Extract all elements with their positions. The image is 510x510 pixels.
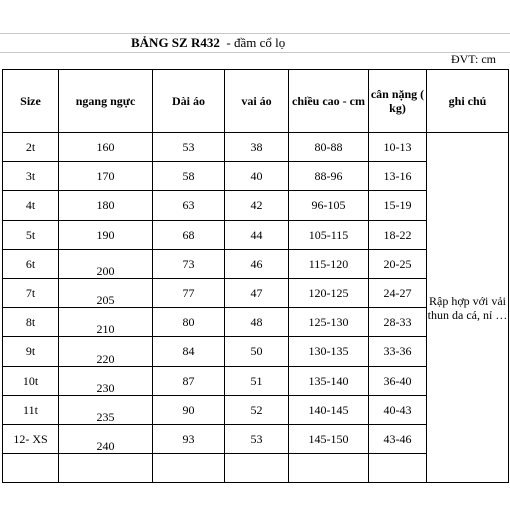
table-cell: 130-135 (289, 337, 369, 366)
table-cell: 33-36 (369, 337, 427, 366)
table-cell: 48 (225, 308, 289, 337)
table-cell: 77 (153, 278, 225, 307)
table-cell: 73 (153, 249, 225, 278)
empty-cell (3, 454, 59, 483)
table-cell: 13-16 (369, 162, 427, 191)
table-cell: 88-96 (289, 162, 369, 191)
table-body (3, 133, 509, 483)
table-cell: 96-105 (289, 191, 369, 220)
table-cell: 11t (3, 395, 59, 424)
table-cell: 220 (59, 337, 153, 366)
table-cell: 6t (3, 249, 59, 278)
header-cell: chiều cao - cm (289, 70, 369, 133)
empty-cell (369, 454, 427, 483)
table-cell: 125-130 (289, 308, 369, 337)
header-row (3, 70, 509, 133)
table-cell: 210 (59, 308, 153, 337)
table-cell: 205 (59, 278, 153, 307)
header-cell: vai áo (225, 70, 289, 133)
table-cell: 51 (225, 366, 289, 395)
table-cell: 38 (225, 133, 289, 162)
table-cell: 8t (3, 308, 59, 337)
table-cell: 180 (59, 191, 153, 220)
table-cell: 4t (3, 191, 59, 220)
table-cell: 58 (153, 162, 225, 191)
table-cell: 40 (225, 162, 289, 191)
table-cell: 105-115 (289, 220, 369, 249)
table-cell: 145-150 (289, 424, 369, 453)
table-cell: 63 (153, 191, 225, 220)
table-cell: 20-25 (369, 249, 427, 278)
size-table (2, 69, 509, 483)
table-cell: 235 (59, 395, 153, 424)
header-cell: Dài áo (153, 70, 225, 133)
title-row (0, 33, 510, 53)
empty-cell (153, 454, 225, 483)
table-cell: 15-19 (369, 191, 427, 220)
table-cell: 115-120 (289, 249, 369, 278)
table-cell: 9t (3, 337, 59, 366)
table-cell: 43-46 (369, 424, 427, 453)
sheet-title-suffix: - đầm cổ lọ (219, 35, 286, 50)
table-cell: 3t (3, 162, 59, 191)
table-cell: 47 (225, 278, 289, 307)
header-cell: cân nặng ( kg) (369, 70, 427, 133)
table-row (3, 133, 509, 162)
table-cell: 7t (3, 278, 59, 307)
table-cell: 84 (153, 337, 225, 366)
table-cell: 80 (153, 308, 225, 337)
table-cell: 190 (59, 220, 153, 249)
table-cell: 140-145 (289, 395, 369, 424)
table-cell: 36-40 (369, 366, 427, 395)
table-cell: 2t (3, 133, 59, 162)
note-cell: Rập hợp với vải thun da cá, nỉ … (427, 133, 509, 483)
table-cell: 90 (153, 395, 225, 424)
table-cell: 80-88 (289, 133, 369, 162)
header-cell: Size (3, 70, 59, 133)
empty-cell (289, 454, 369, 483)
table-cell: 12- XS (3, 424, 59, 453)
table-cell: 10-13 (369, 133, 427, 162)
table-cell: 93 (153, 424, 225, 453)
table-cell: 160 (59, 133, 153, 162)
table-cell: 44 (225, 220, 289, 249)
table-cell: 200 (59, 249, 153, 278)
header-cell: ngang ngực (59, 70, 153, 133)
table-cell: 53 (153, 133, 225, 162)
table-cell: 170 (59, 162, 153, 191)
table-cell: 28-33 (369, 308, 427, 337)
table-cell: 10t (3, 366, 59, 395)
table-cell: 87 (153, 366, 225, 395)
empty-cell (225, 454, 289, 483)
table-cell: 42 (225, 191, 289, 220)
empty-cell (59, 454, 153, 483)
table-cell: 68 (153, 220, 225, 249)
table-cell: 135-140 (289, 366, 369, 395)
table-cell: 230 (59, 366, 153, 395)
header-cell: ghi chú (427, 70, 509, 133)
table-cell: 240 (59, 424, 153, 453)
table-cell: 50 (225, 337, 289, 366)
table-cell: 24-27 (369, 278, 427, 307)
table-cell: 120-125 (289, 278, 369, 307)
unit-label: ĐVT: cm (450, 52, 496, 66)
table-cell: 40-43 (369, 395, 427, 424)
table-cell: 52 (225, 395, 289, 424)
table-cell: 46 (225, 249, 289, 278)
sheet-title (131, 35, 285, 51)
table-cell: 18-22 (369, 220, 427, 249)
table-cell: 5t (3, 220, 59, 249)
sheet-title-main: BẢNG SZ R432 (131, 35, 220, 50)
table-cell: 53 (225, 424, 289, 453)
